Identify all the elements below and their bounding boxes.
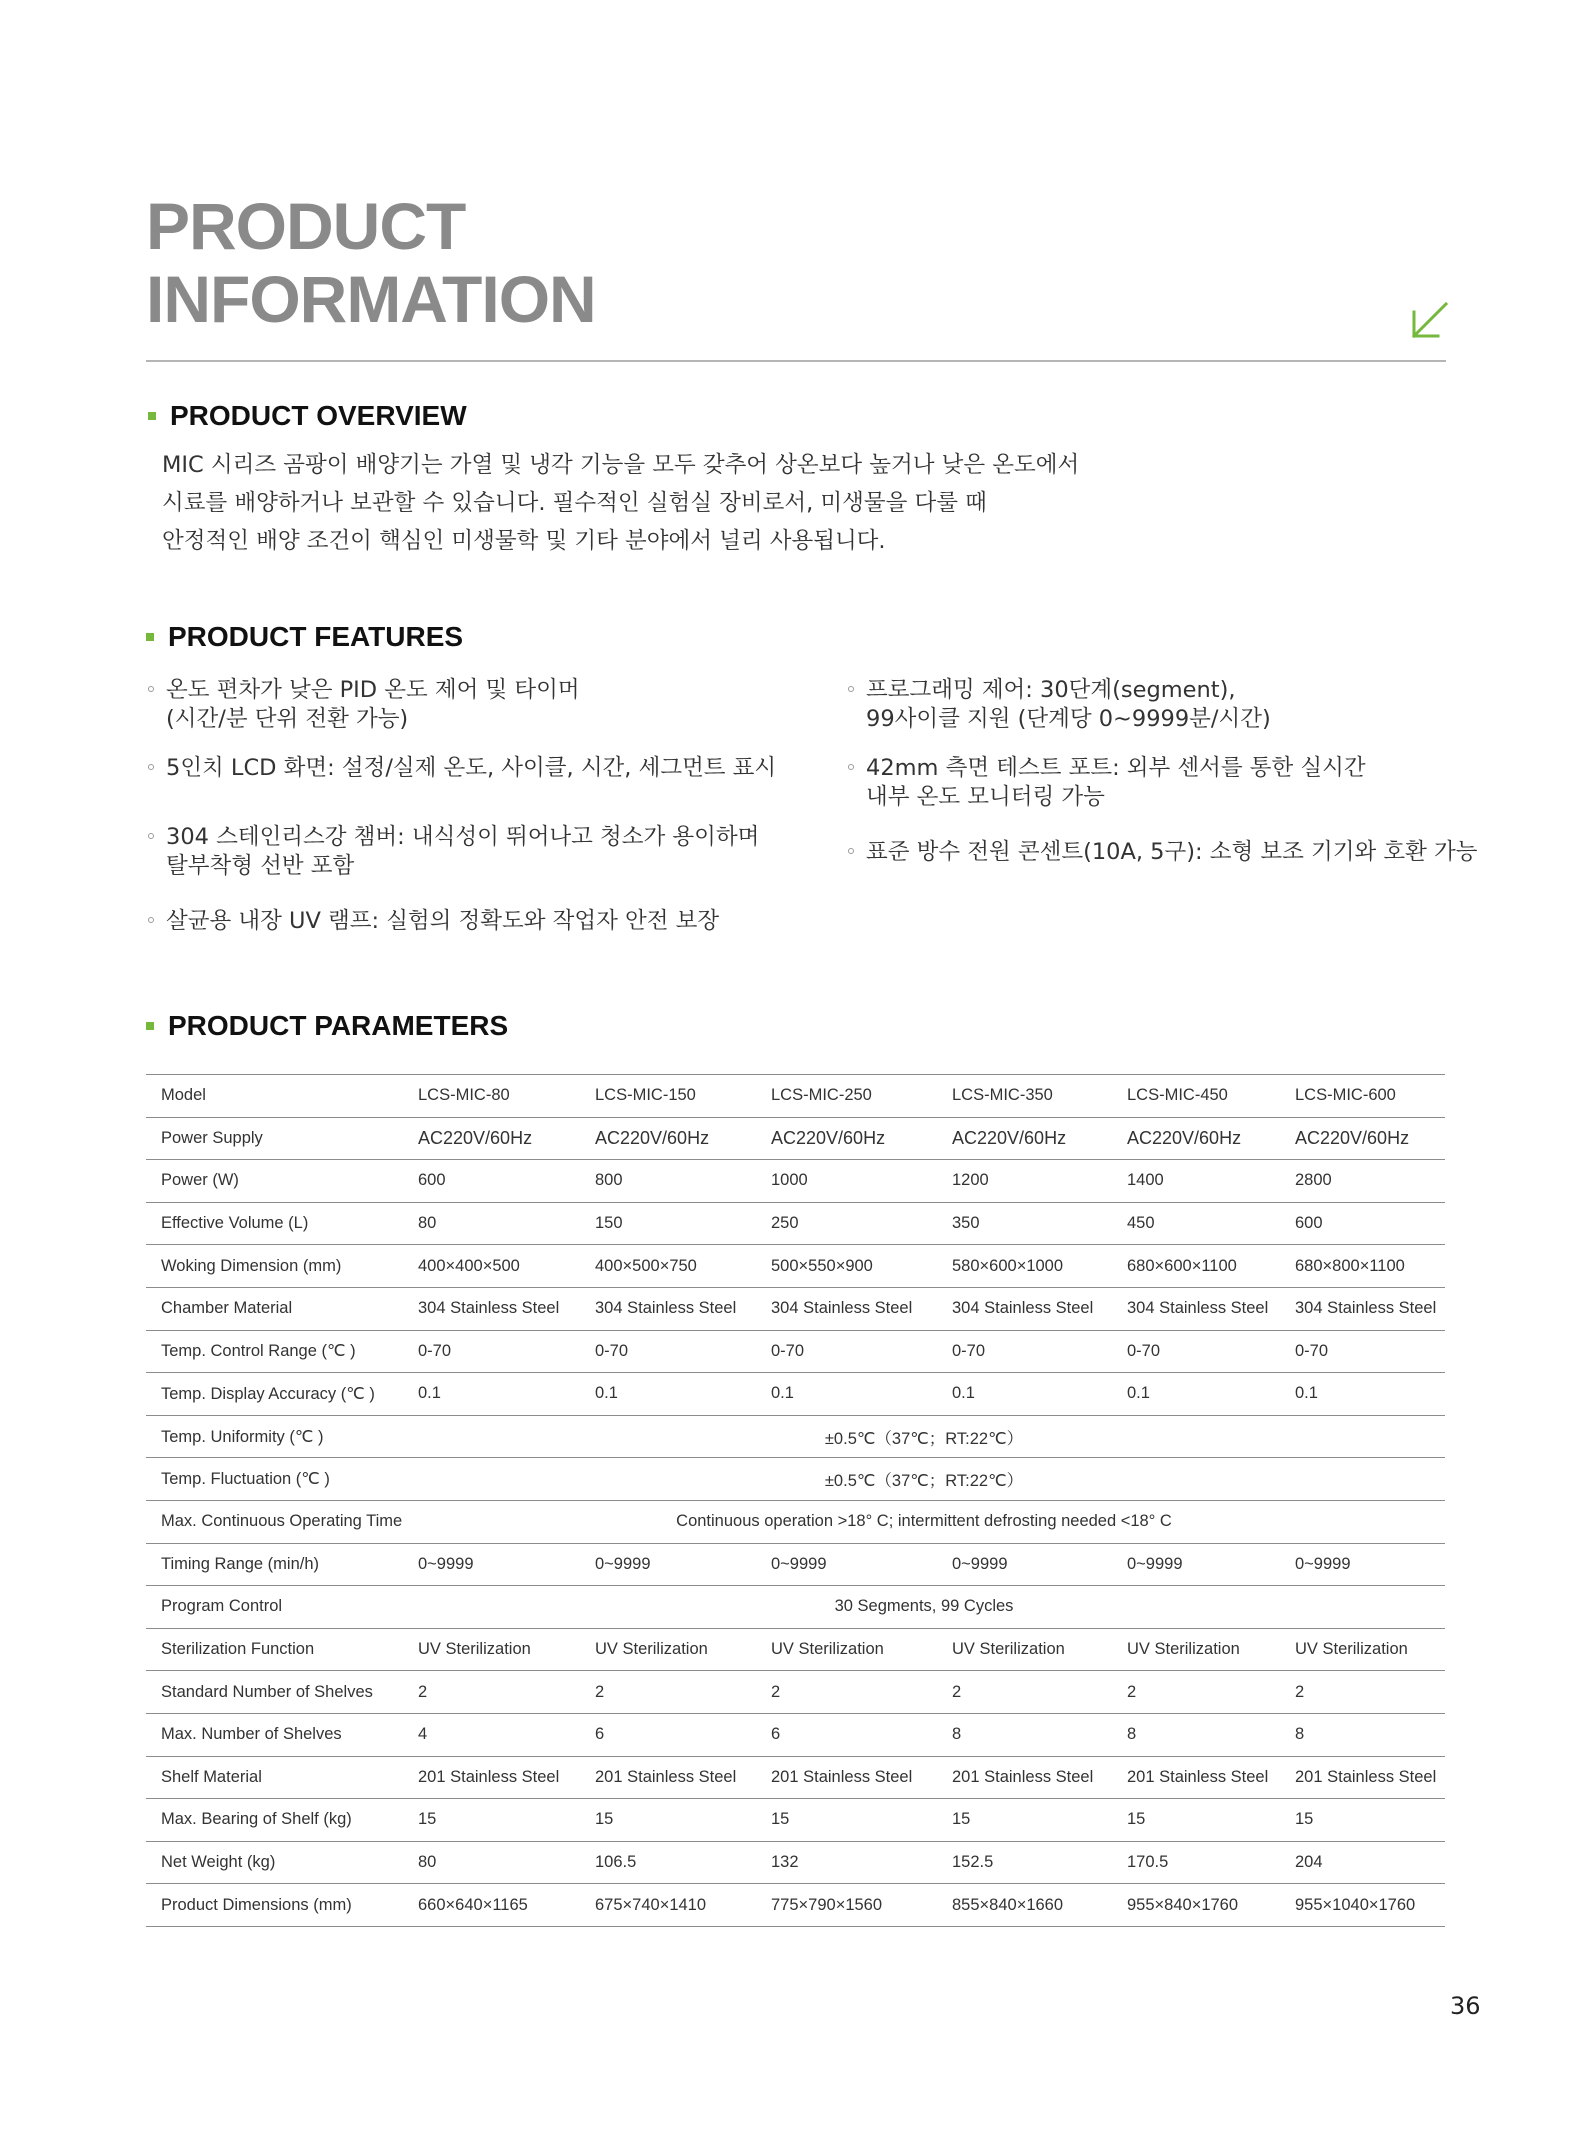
table-cell: 201 Stainless Steel (595, 1767, 737, 1786)
table-row (146, 1884, 1445, 1927)
table-cell: AC220V/60Hz (771, 1127, 886, 1148)
table-cell: 150 (595, 1214, 623, 1233)
table-cell: 2 (418, 1682, 428, 1701)
table-cell: 0.1 (1295, 1384, 1318, 1403)
feature-item (848, 838, 1488, 867)
table-cell: 201 Stainless Steel (1295, 1767, 1437, 1786)
feature-line: 내부 온도 모니터링 가능 (866, 784, 1105, 810)
table-cell: 0.1 (418, 1384, 441, 1403)
arrow-down-left-icon (1410, 300, 1450, 340)
table-cell: 0-70 (595, 1341, 629, 1360)
table-row (146, 1671, 1445, 1714)
features-heading-text: PRODUCT FEATURES (168, 621, 464, 652)
row-label: Program Control (161, 1597, 283, 1616)
page-title (146, 190, 596, 336)
table-row (146, 1117, 1445, 1160)
feature-line: 304 스테인리스강 챔버: 내식성이 뛰어나고 청소가 용이하며 (166, 824, 760, 850)
table-cell: 304 Stainless Steel (1295, 1299, 1437, 1318)
table-cell: 955×840×1760 (1127, 1895, 1239, 1914)
table-cell: AC220V/60Hz (1295, 1127, 1410, 1148)
merged-cell: ±0.5℃（37℃；RT:22℃） (824, 1472, 1024, 1491)
table-cell: LCS-MIC-450 (1127, 1086, 1228, 1105)
table-cell: 0~9999 (952, 1554, 1008, 1573)
table-cell: 0.1 (1127, 1384, 1150, 1403)
table-cell: 80 (418, 1852, 437, 1871)
table-cell: LCS-MIC-150 (595, 1086, 696, 1105)
table-cell: 600 (1295, 1214, 1323, 1233)
table-cell: UV Sterilization (595, 1640, 708, 1659)
row-label: Sterilization Function (161, 1640, 315, 1659)
feature-item (848, 754, 1488, 812)
feature-item (148, 823, 828, 881)
table-cell: 304 Stainless Steel (952, 1299, 1094, 1318)
table-cell: 304 Stainless Steel (595, 1299, 737, 1318)
row-label: Chamber Material (161, 1299, 293, 1318)
table-cell: 400×400×500 (418, 1256, 520, 1275)
row-label: Woking Dimension (mm) (161, 1256, 342, 1275)
table-row (146, 1841, 1445, 1884)
table-cell: 1200 (952, 1171, 989, 1190)
table-cell: LCS-MIC-80 (418, 1086, 510, 1105)
page-title-line2: INFORMATION (146, 262, 596, 336)
table-cell: 15 (595, 1810, 614, 1829)
overview-line: 시료를 배양하거나 보관할 수 있습니다. 필수적인 실험실 장비로서, 미생물을 다룰 때 (162, 490, 987, 516)
table-row (146, 1500, 1445, 1543)
row-label: Temp. Control Range (℃ ) (161, 1342, 356, 1361)
table-cell: 132 (771, 1852, 799, 1871)
table-cell: 680×600×1100 (1127, 1256, 1237, 1275)
table-cell: 0.1 (771, 1384, 794, 1403)
feature-line: 42mm 측면 테스트 포트: 외부 센서를 통한 실시간 (866, 755, 1366, 781)
table-cell: 0-70 (952, 1341, 986, 1360)
green-square-bullet-icon (146, 633, 154, 641)
table-cell: 775×790×1560 (771, 1895, 883, 1914)
title-divider (146, 360, 1446, 362)
table-cell: 15 (1295, 1810, 1314, 1829)
merged-cell: 30 Segments, 99 Cycles (834, 1597, 1014, 1616)
table-cell: 675×740×1410 (595, 1895, 707, 1914)
table-cell: 800 (595, 1171, 623, 1190)
row-label: Temp. Fluctuation (℃ ) (161, 1470, 330, 1489)
table-cell: 0-70 (771, 1341, 805, 1360)
table-cell: AC220V/60Hz (1127, 1127, 1242, 1148)
table-row (146, 1245, 1445, 1288)
overview-line: MIC 시리즈 곰팡이 배양기는 가열 및 냉각 기능을 모두 갖추어 상온보다 높거나 낮은 온도에서 (162, 452, 1080, 478)
feature-item (148, 754, 828, 783)
table-cell: 680×800×1100 (1295, 1256, 1405, 1275)
table-cell: 8 (952, 1725, 962, 1744)
feature-item (148, 676, 828, 734)
table-cell: UV Sterilization (1295, 1640, 1408, 1659)
table-cell: 500×550×900 (771, 1256, 873, 1275)
table-row (146, 1458, 1445, 1501)
table-cell: 6 (771, 1725, 781, 1744)
feature-line: 살균용 내장 UV 램프: 실험의 정확도와 작업자 안전 보장 (166, 908, 720, 934)
table-cell: 304 Stainless Steel (771, 1299, 913, 1318)
feature-line: (시간/분 단위 전환 가능) (166, 706, 409, 732)
table-cell: 1400 (1127, 1171, 1164, 1190)
table-cell: 0~9999 (418, 1554, 474, 1573)
table-cell: 8 (1295, 1725, 1305, 1744)
feature-line: 온도 편차가 낮은 PID 온도 제어 및 타이머 (166, 677, 580, 703)
table-cell: UV Sterilization (1127, 1640, 1240, 1659)
table-cell: 2 (1127, 1682, 1137, 1701)
table-cell: 201 Stainless Steel (771, 1767, 913, 1786)
feature-line: 프로그래밍 제어: 30단계(segment), (866, 677, 1236, 703)
table-cell: 6 (595, 1725, 605, 1744)
row-label: Standard Number of Shelves (161, 1682, 373, 1701)
table-cell: 15 (952, 1810, 971, 1829)
features-left-column (148, 676, 828, 936)
table-cell: 15 (771, 1810, 790, 1829)
table-cell: AC220V/60Hz (595, 1127, 710, 1148)
table-cell: 201 Stainless Steel (418, 1767, 560, 1786)
table-cell: UV Sterilization (771, 1640, 884, 1659)
table-cell: AC220V/60Hz (418, 1127, 533, 1148)
table-row (146, 1543, 1445, 1586)
feature-item (148, 907, 828, 936)
merged-cell: ±0.5℃（37℃；RT:22℃） (824, 1429, 1024, 1448)
row-label: Max. Bearing of Shelf (kg) (161, 1810, 352, 1829)
table-row (146, 1075, 1445, 1118)
feature-line: 탈부착형 선반 포함 (166, 853, 355, 879)
table-row (146, 1287, 1445, 1330)
table-cell: UV Sterilization (952, 1640, 1065, 1659)
overview-heading-text: PRODUCT OVERVIEW (170, 400, 467, 431)
table-cell: 170.5 (1127, 1852, 1169, 1871)
table-row (146, 1586, 1445, 1629)
table-cell: UV Sterilization (418, 1640, 531, 1659)
table-cell: LCS-MIC-350 (952, 1086, 1053, 1105)
feature-item (848, 676, 1488, 734)
table-cell: 201 Stainless Steel (952, 1767, 1094, 1786)
row-label: Product Dimensions (mm) (161, 1895, 352, 1914)
features-heading (146, 621, 463, 653)
table-cell: 400×500×750 (595, 1256, 697, 1275)
table-row (146, 1713, 1445, 1756)
table-row (146, 1330, 1445, 1373)
table-cell: 2 (952, 1682, 962, 1701)
overview-text (162, 446, 1082, 560)
row-label: Shelf Material (161, 1767, 262, 1786)
overview-heading (148, 400, 467, 432)
green-square-bullet-icon (148, 412, 156, 420)
table-cell: 855×840×1660 (952, 1895, 1064, 1914)
green-square-bullet-icon (146, 1022, 154, 1030)
table-row (146, 1799, 1445, 1842)
table-cell: 2 (771, 1682, 781, 1701)
feature-line: 표준 방수 전원 콘센트(10A, 5구): 소형 보조 기기와 호환 가능 (866, 839, 1478, 865)
table-cell: 1000 (771, 1171, 808, 1190)
table-cell: 304 Stainless Steel (1127, 1299, 1269, 1318)
table-row (146, 1160, 1445, 1203)
table-row (146, 1756, 1445, 1799)
table-cell: 0~9999 (595, 1554, 651, 1573)
table-cell: 8 (1127, 1725, 1137, 1744)
page-title-line1: PRODUCT (146, 189, 466, 263)
table-cell: 0-70 (1295, 1341, 1329, 1360)
table-cell: 0~9999 (1295, 1554, 1351, 1573)
table-cell: LCS-MIC-600 (1295, 1086, 1396, 1105)
table-cell: 0-70 (418, 1341, 452, 1360)
table-cell: 15 (1127, 1810, 1146, 1829)
features-right-column (848, 676, 1488, 867)
table-row (146, 1628, 1445, 1671)
table-cell: 2800 (1295, 1171, 1332, 1190)
table-cell: 2 (1295, 1682, 1305, 1701)
table-cell: AC220V/60Hz (952, 1127, 1067, 1148)
table-row (146, 1415, 1445, 1458)
row-label: Effective Volume (L) (161, 1214, 309, 1233)
table-cell: 660×640×1165 (418, 1895, 528, 1914)
table-cell: 15 (418, 1810, 437, 1829)
row-label: Timing Range (min/h) (161, 1554, 320, 1573)
row-label: Power (W) (161, 1171, 239, 1190)
row-label: Temp. Display Accuracy (℃ ) (161, 1384, 375, 1403)
table-cell: 250 (771, 1214, 799, 1233)
merged-cell: Continuous operation >18° C; intermittent defrosting needed <18° C (676, 1512, 1172, 1531)
row-label: Model (161, 1086, 206, 1105)
table-cell: LCS-MIC-250 (771, 1086, 872, 1105)
table-cell: 0~9999 (771, 1554, 827, 1573)
table-row (146, 1202, 1445, 1245)
table-cell: 204 (1295, 1852, 1323, 1871)
table-cell: 4 (418, 1725, 428, 1744)
table-cell: 0.1 (595, 1384, 618, 1403)
table-cell: 580×600×1000 (952, 1256, 1064, 1275)
table-cell: 450 (1127, 1214, 1155, 1233)
table-cell: 0-70 (1127, 1341, 1161, 1360)
table-cell: 304 Stainless Steel (418, 1299, 560, 1318)
row-label: Temp. Uniformity (℃ ) (161, 1427, 324, 1446)
table-cell: 80 (418, 1214, 437, 1233)
table-cell: 350 (952, 1214, 980, 1233)
row-label: Net Weight (kg) (161, 1852, 276, 1871)
table-cell: 2 (595, 1682, 605, 1701)
table-cell: 0~9999 (1127, 1554, 1183, 1573)
table-cell: 152.5 (952, 1852, 994, 1871)
feature-line: 99사이클 지원 (단계당 0~9999분/시간) (866, 706, 1271, 732)
table-cell: 106.5 (595, 1852, 637, 1871)
parameters-heading-text: PRODUCT PARAMETERS (168, 1010, 509, 1041)
table-cell: 600 (418, 1171, 446, 1190)
parameters-table (146, 1074, 1445, 1927)
table-row (146, 1373, 1445, 1416)
row-label: Power Supply (161, 1128, 263, 1147)
parameters-heading (146, 1010, 508, 1042)
row-label: Max. Number of Shelves (161, 1725, 342, 1744)
table-cell: 201 Stainless Steel (1127, 1767, 1269, 1786)
page-number: 36 (1450, 1992, 1481, 2020)
table-cell: 0.1 (952, 1384, 975, 1403)
row-label: Max. Continuous Operating Time (161, 1512, 403, 1531)
table-cell: 955×1040×1760 (1295, 1895, 1416, 1914)
overview-line: 안정적인 배양 조건이 핵심인 미생물학 및 기타 분야에서 널리 사용됩니다. (162, 528, 886, 554)
feature-line: 5인치 LCD 화면: 설정/실제 온도, 사이클, 시간, 세그먼트 표시 (166, 755, 777, 781)
